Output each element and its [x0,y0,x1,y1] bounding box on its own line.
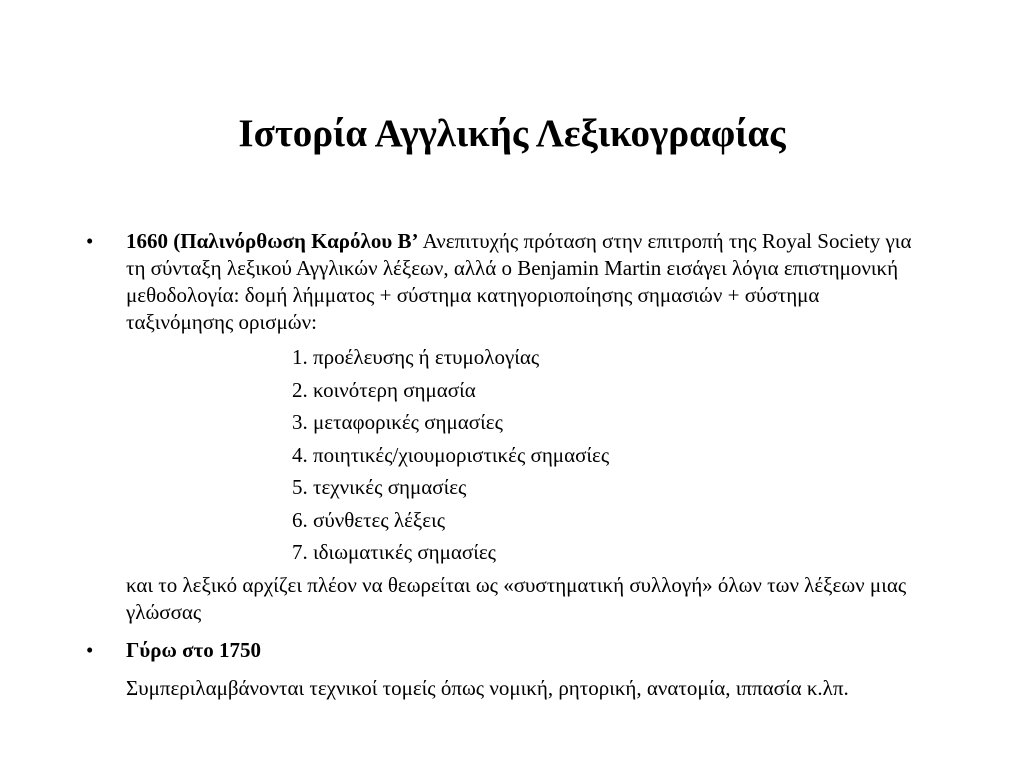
bullet-marker: • [86,229,94,253]
list-item: 3. μεταφορικές σημασίες [292,410,503,434]
definition-order-list [126,341,926,569]
list-item: 4. ποιητικές/χιουμοριστικές σημασίες [292,442,610,467]
bullet-1750-text: Συμπεριλαμβάνονται τεχνικοί τομείς όπως νομική, ρητορική, ανατομία, ιππασία κ.λπ. [126,675,849,700]
bullet-1660-paragraph [126,228,926,336]
list-item: 2. κοινότερη σημασία [292,377,476,402]
slide-title: Ιστορία Αγγλικής Λεξικογραφίας [238,112,786,155]
bullet-1660-text: Ανεπιτυχής πρόταση στην επιτροπή της Royal Society για τη σύνταξη λεξικού Αγγλικών λέξεων, αλλά ο Benjamin Martin εισάγει λόγια επιστημονική μεθοδολογία: δομή λήμματος + σύστημα κατηγοριοποίησης σημασιών + σύστημα ταξινόμησης ορισμών: [126,229,912,334]
list-item: 6. σύνθετες λέξεις [292,507,446,532]
bullet-1750 [86,637,926,702]
list-item: 5. τεχνικές σημασίες [292,475,467,499]
bullet-1750-lead: Γύρω στο 1750 [126,637,261,662]
list-item: 7. ιδιωματικές σημασίες [292,540,497,564]
bullet-1660 [86,228,926,626]
slide-body [86,228,926,702]
bullet-1660-lead: 1660 (Παλινόρθωση Καρόλου Β’ [126,229,419,253]
bullet-1660-conclusion: και το λεξικό αρχίζει πλέον να θεωρείται ως «συστηματική συλλογή» όλων των λέξεων μιας γλώσσας [126,572,907,624]
bullet-marker: • [86,637,94,662]
list-item: 1. προέλευσης ή ετυμολογίας [292,345,540,369]
